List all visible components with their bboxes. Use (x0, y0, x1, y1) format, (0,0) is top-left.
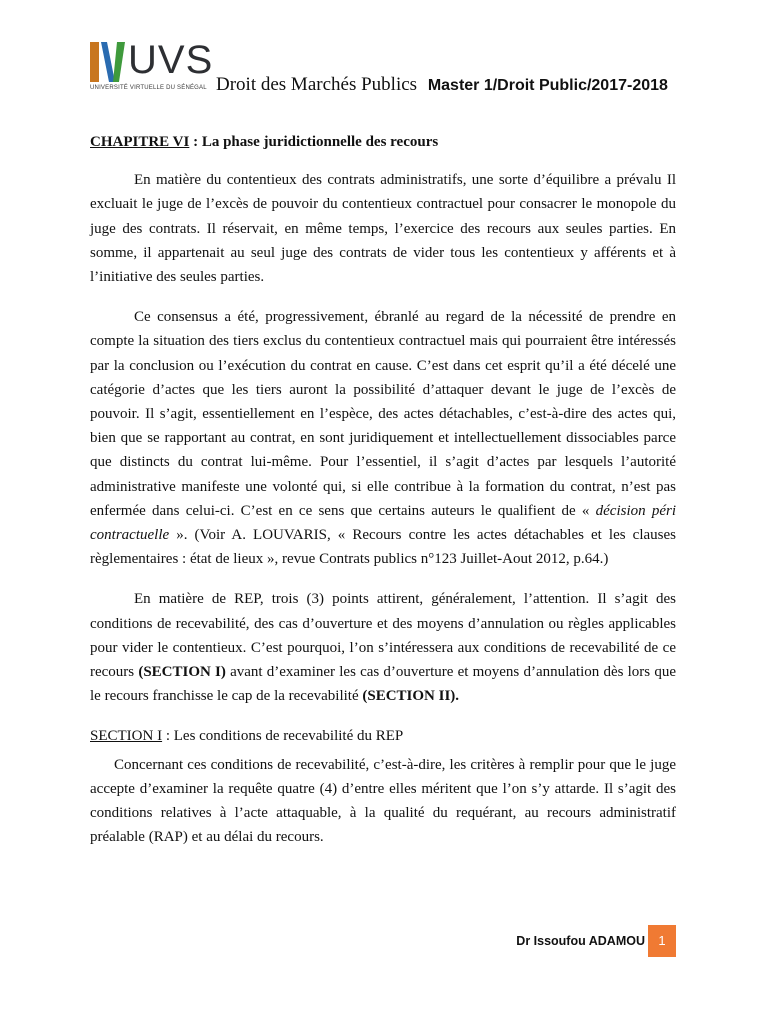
chapter-label: CHAPITRE VI (90, 134, 190, 150)
chapter-title: : La phase juridictionnelle des recours (189, 134, 439, 150)
chapter-heading (90, 130, 676, 154)
paragraph-2-part-b: ». (Voir A. LOUVARIS, « Recours contre les actes détachables et les clauses règlementaires : état de lieux », revue Contrats publics n°123 Juillet-Aout 2012, p.64.) (90, 527, 676, 568)
uvs-logo (90, 38, 214, 98)
logo-subtitle: UNIVERSITÉ VIRTUELLE DU SÉNÉGAL (90, 85, 207, 91)
paragraph-2-part-a: Ce consensus a été, progressivement, ébranlé au regard de la nécessité de prendre en compte la situation des tiers exclus du contentieux contractuel mais qui pourraient être intéressés par la conclusion ou l’exécution du contrat en cause. C’est dans cet esprit qu’il a été décelé une catégorie d’actes que les tiers auront la possibilité d’attaquer devant le juge de l’excès de pouvoir. Il s’agit, essentiellement en l’espèce, des actes détachables, c’est-à-dire des actes qui, bien que se rapportant au contrat, en sont juridiquement et intellectuellement dissociables parce que distincts du contrat lui-même. Pour l’essentiel, il s’agit d’actes par lesquels l’autorité administrative manifeste une volonté qui, si elle contribue à la formation du contrat, n’est pas enfermée dans celui-ci. C’est en ce sens que certains auteurs le qualifient de « (90, 309, 676, 519)
section-label: SECTION I (90, 728, 163, 745)
paragraph-4: Concernant ces conditions de recevabilité, c’est-à-dire, les critères à remplir pour que le juge accepte d’examiner la requête quatre (4) d’entre elles méritent que l’on s’y attarde. Il s’agit des conditions relatives à l’acte attaquable, à la qualité du requérant, au recours administratif préalable (RAP) et au délai du recours. (90, 756, 676, 846)
footer-author: Dr Issoufou ADAMOU (516, 934, 645, 948)
section-heading (90, 724, 676, 748)
course-heading (216, 74, 668, 96)
page-header (90, 38, 690, 102)
paragraph-3-bold-2: (SECTION II). (362, 688, 460, 705)
course-title: Droit des Marchés Publics (216, 74, 418, 95)
section-title: : Les conditions de recevabilité du REP (162, 728, 404, 745)
document-body (90, 130, 676, 865)
paragraph-2-italic: décision péri contractuelle (90, 502, 676, 544)
course-meta: Master 1/Droit Public/2017-2018 (427, 77, 668, 94)
page-number-badge: 1 (648, 925, 676, 957)
paragraph-2 (90, 305, 676, 571)
uvs-logo-mark-icon (90, 42, 130, 84)
paragraph-3-part-a: En matière de REP, trois (3) points attirent, généralement, l’attention. Il s’agit des conditions de recevabilité, des cas d’ouverture et des moyens d’annulation ou règles applicables pour vider le contentieux. C’est pourquoi, l’on s’intéressera aux conditions de recevabilité de ce recours (90, 591, 676, 681)
logo-text: UVS (128, 38, 214, 82)
paragraph-3-part-b: avant d’examiner les cas d’ouverture et moyens d’annulation dès lors que le recours franchisse le cap de la recevabilité (90, 664, 676, 705)
paragraph-3 (90, 587, 676, 708)
paragraph-1: En matière du contentieux des contrats administratifs, une sorte d’équilibre a prévalu Il excluait le juge de l’excès de pouvoir du contentieux contractuel pour consacrer le monopole du juge des contrats. Il réservait, en même temps, l’exercice des recours aux seules parties. En somme, il appartenait au seul juge des contrats de vider tous les contentieux y afférents et à l’initiative des seules parties. (90, 172, 676, 286)
paragraph-3-bold-1: (SECTION I) (138, 664, 226, 681)
